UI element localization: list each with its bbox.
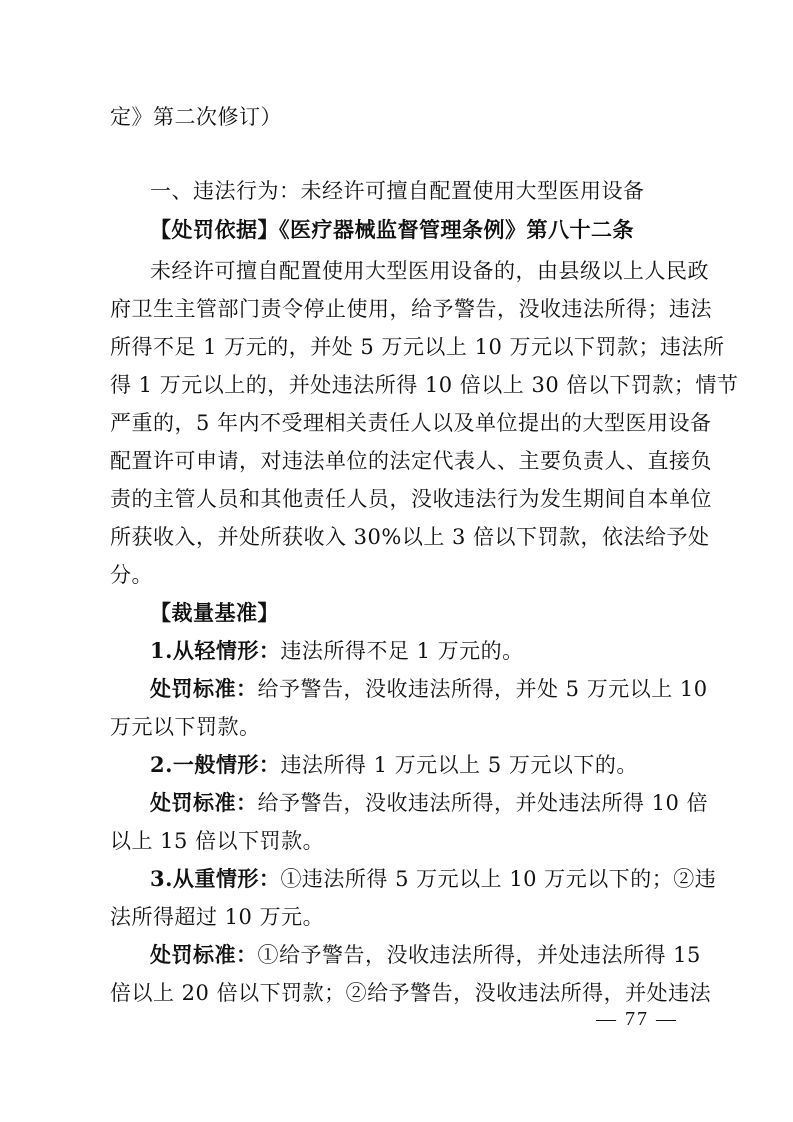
paragraph-line: 得 1 万元以上的，并处违法所得 10 倍以上 30 倍以下罚款；情节 bbox=[110, 373, 739, 397]
paragraph-line: 法所得超过 10 万元。 bbox=[110, 905, 325, 929]
general-case-text: 违法所得 1 万元以上 5 万元以下的。 bbox=[280, 753, 638, 777]
heavy-case-line bbox=[150, 864, 716, 894]
standard-label: 处罚标准： bbox=[150, 790, 258, 815]
standard-text: 给予警告，没收违法所得，并处 5 万元以上 10 bbox=[257, 677, 708, 701]
general-case-line bbox=[150, 750, 638, 780]
paragraph-line: 严重的，5 年内不受理相关责任人以及单位提出的大型医用设备 bbox=[110, 411, 712, 435]
standard-label: 处罚标准： bbox=[150, 942, 258, 967]
paragraph-line: 配置许可申请，对违法单位的法定代表人、主要负责人、直接负 bbox=[110, 449, 712, 473]
paragraph-line: 分。 bbox=[110, 563, 153, 587]
standard-line bbox=[150, 674, 708, 704]
paragraph-line: 责的主管人员和其他责任人员，没收违法行为发生期间自本单位 bbox=[110, 487, 712, 511]
light-case-text: 违法所得不足 1 万元的。 bbox=[280, 639, 524, 663]
page-number: — 77 — bbox=[596, 1008, 678, 1030]
heavy-case-label: 3.从重情形： bbox=[150, 866, 281, 891]
penalty-basis-heading: 【处罚依据】《医疗器械监督管理条例》第八十二条 bbox=[150, 217, 634, 242]
paragraph-line: 定》第二次修订） bbox=[110, 105, 282, 129]
paragraph-line: 所获收入，并处所获收入 30%以上 3 倍以下罚款，依法给予处 bbox=[110, 525, 710, 549]
standard-line bbox=[150, 788, 708, 818]
discretion-heading: 【裁量基准】 bbox=[150, 600, 279, 625]
paragraph-line: 府卫生主管部门责令停止使用，给予警告，没收违法所得；违法 bbox=[110, 297, 712, 321]
light-case-label: 1.从轻情形： bbox=[150, 638, 281, 663]
paragraph-line: 未经许可擅自配置使用大型医用设备的，由县级以上人民政 bbox=[150, 259, 709, 283]
standard-line bbox=[150, 940, 701, 970]
standard-label: 处罚标准： bbox=[150, 676, 258, 701]
paragraph-line: 所得不足 1 万元的，并处 5 万元以上 10 万元以下罚款；违法所 bbox=[110, 335, 725, 359]
paragraph-line: 万元以下罚款。 bbox=[110, 715, 261, 739]
heavy-case-text: ①违法所得 5 万元以上 10 万元以下的；②违 bbox=[280, 867, 717, 891]
standard-text: 给予警告，没收违法所得，并处违法所得 10 倍 bbox=[257, 791, 709, 815]
violation-heading: 一、违法行为：未经许可擅自配置使用大型医用设备 bbox=[150, 179, 645, 203]
standard-text: ①给予警告，没收违法所得，并处违法所得 15 bbox=[257, 943, 701, 967]
general-case-label: 2.一般情形： bbox=[150, 752, 281, 777]
paragraph-line: 倍以上 20 倍以下罚款；②给予警告，没收违法所得，并处违法 bbox=[110, 981, 712, 1005]
light-case-line bbox=[150, 636, 524, 666]
paragraph-line: 以上 15 倍以下罚款。 bbox=[110, 829, 325, 853]
